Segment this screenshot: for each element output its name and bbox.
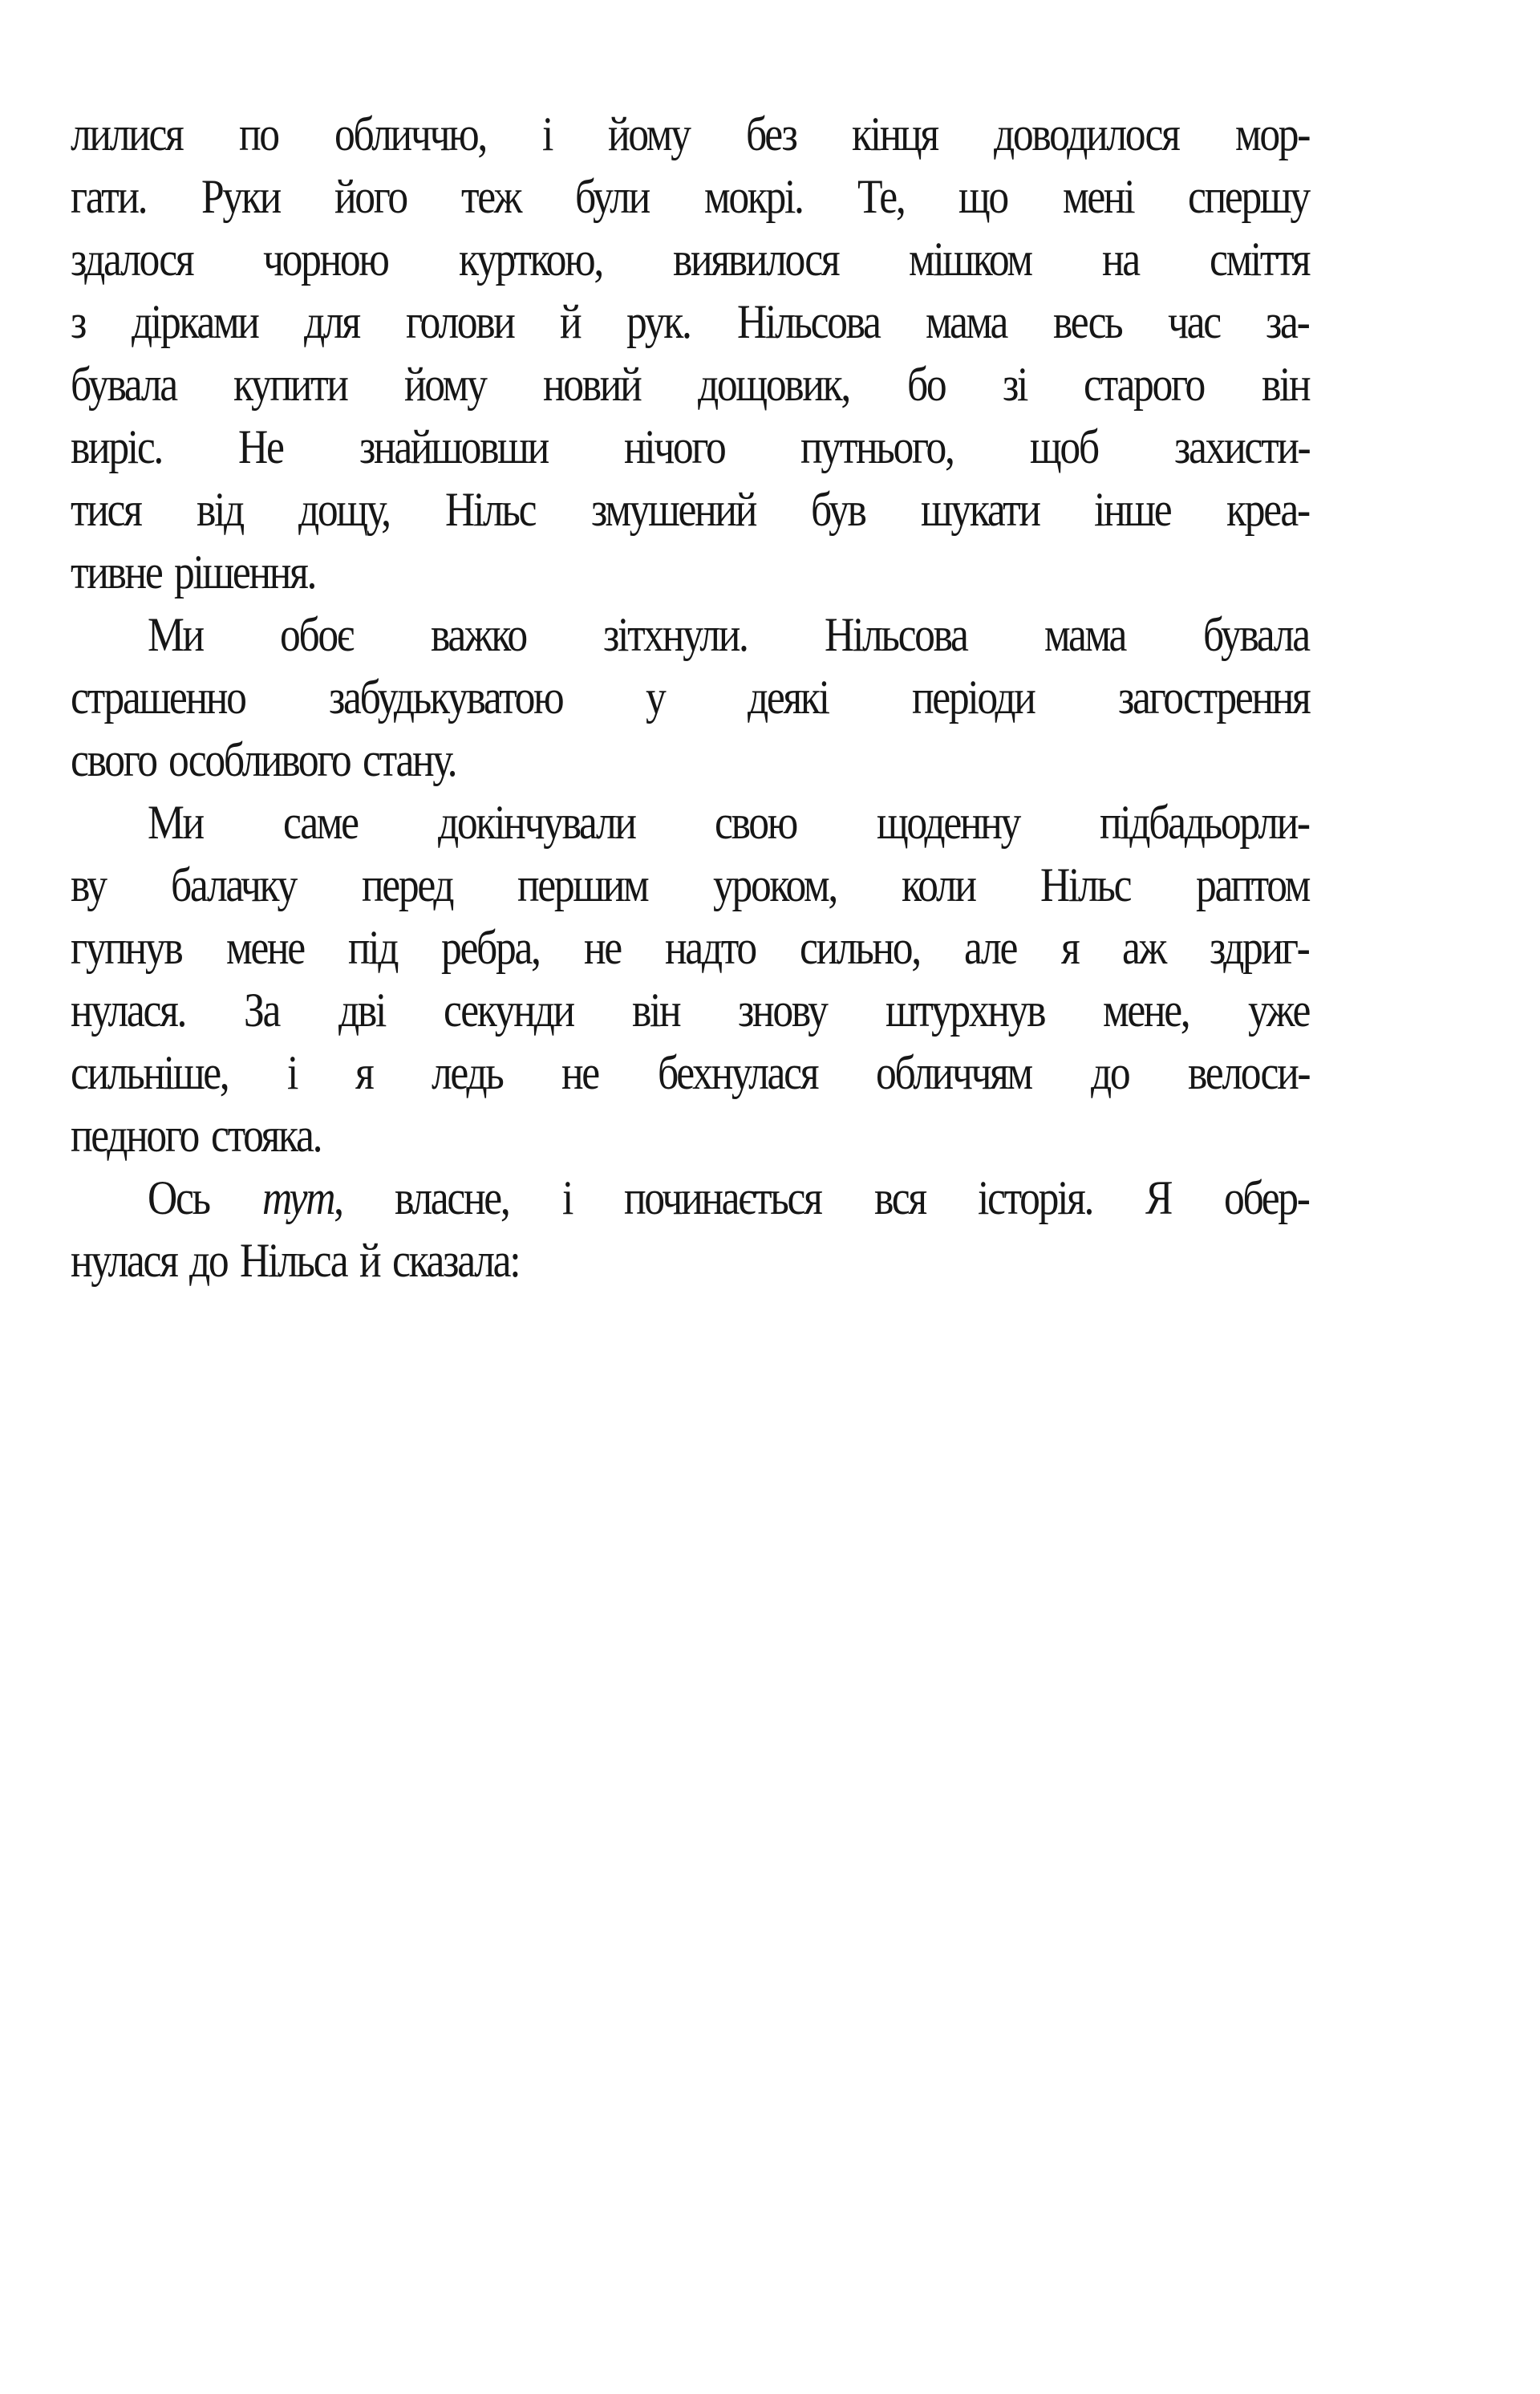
body-text <box>71 103 1309 1292</box>
text-line: тися від дощу, Нільс змушений був шукати інше креа- <box>71 483 1309 536</box>
text-line: страшенно забудькуватою у деякі періоди загострення <box>71 671 1309 724</box>
paragraph <box>71 603 1309 791</box>
text-line: нулася. За дві секунди він знову штурхнув мене, уже <box>71 984 1309 1037</box>
text-line: Ми обоє важко зітхнули. Нільсова мама бувала <box>148 608 1309 661</box>
text-line: здалося чорною курткою, виявилося мішком на сміття <box>71 233 1309 286</box>
paragraph <box>71 1167 1309 1292</box>
emphasis: тут <box>261 1171 334 1224</box>
paragraph <box>71 103 1309 603</box>
paragraph <box>71 791 1309 1167</box>
text-line: з дірками для голови й рук. Нільсова мама весь час за- <box>71 295 1309 348</box>
text-line: педного стояка. <box>71 1109 321 1162</box>
text-line: сильніше, і я ледь не бехнулася обличчям до велоси- <box>71 1046 1309 1099</box>
text-line: нулася до Нільса й сказала: <box>71 1234 520 1287</box>
text-line: гати. Руки його теж були мокрі. Те, що мені спершу <box>71 170 1309 223</box>
text-line: лилися по обличчю, і йому без кінця доводилося мор- <box>71 108 1310 160</box>
text-line: бувала купити йому новий дощовик, бо зі старого він <box>71 358 1309 411</box>
text-line: тивне рішення. <box>71 546 316 598</box>
text-line: ву балачку перед першим уроком, коли Нільс раптом <box>71 858 1309 911</box>
text-line: виріс. Не знайшовши нічого путнього, щоб захисти- <box>71 420 1309 473</box>
text-line: Ми саме докінчували свою щоденну підбадьорли- <box>148 796 1310 849</box>
text-line: гупнув мене під ребра, не надто сильно, але я аж здриг- <box>71 921 1309 974</box>
text-line: свого особливого стану. <box>71 733 456 786</box>
text-line: Ось тут, власне, і починається вся історія. Я обер- <box>148 1171 1309 1224</box>
